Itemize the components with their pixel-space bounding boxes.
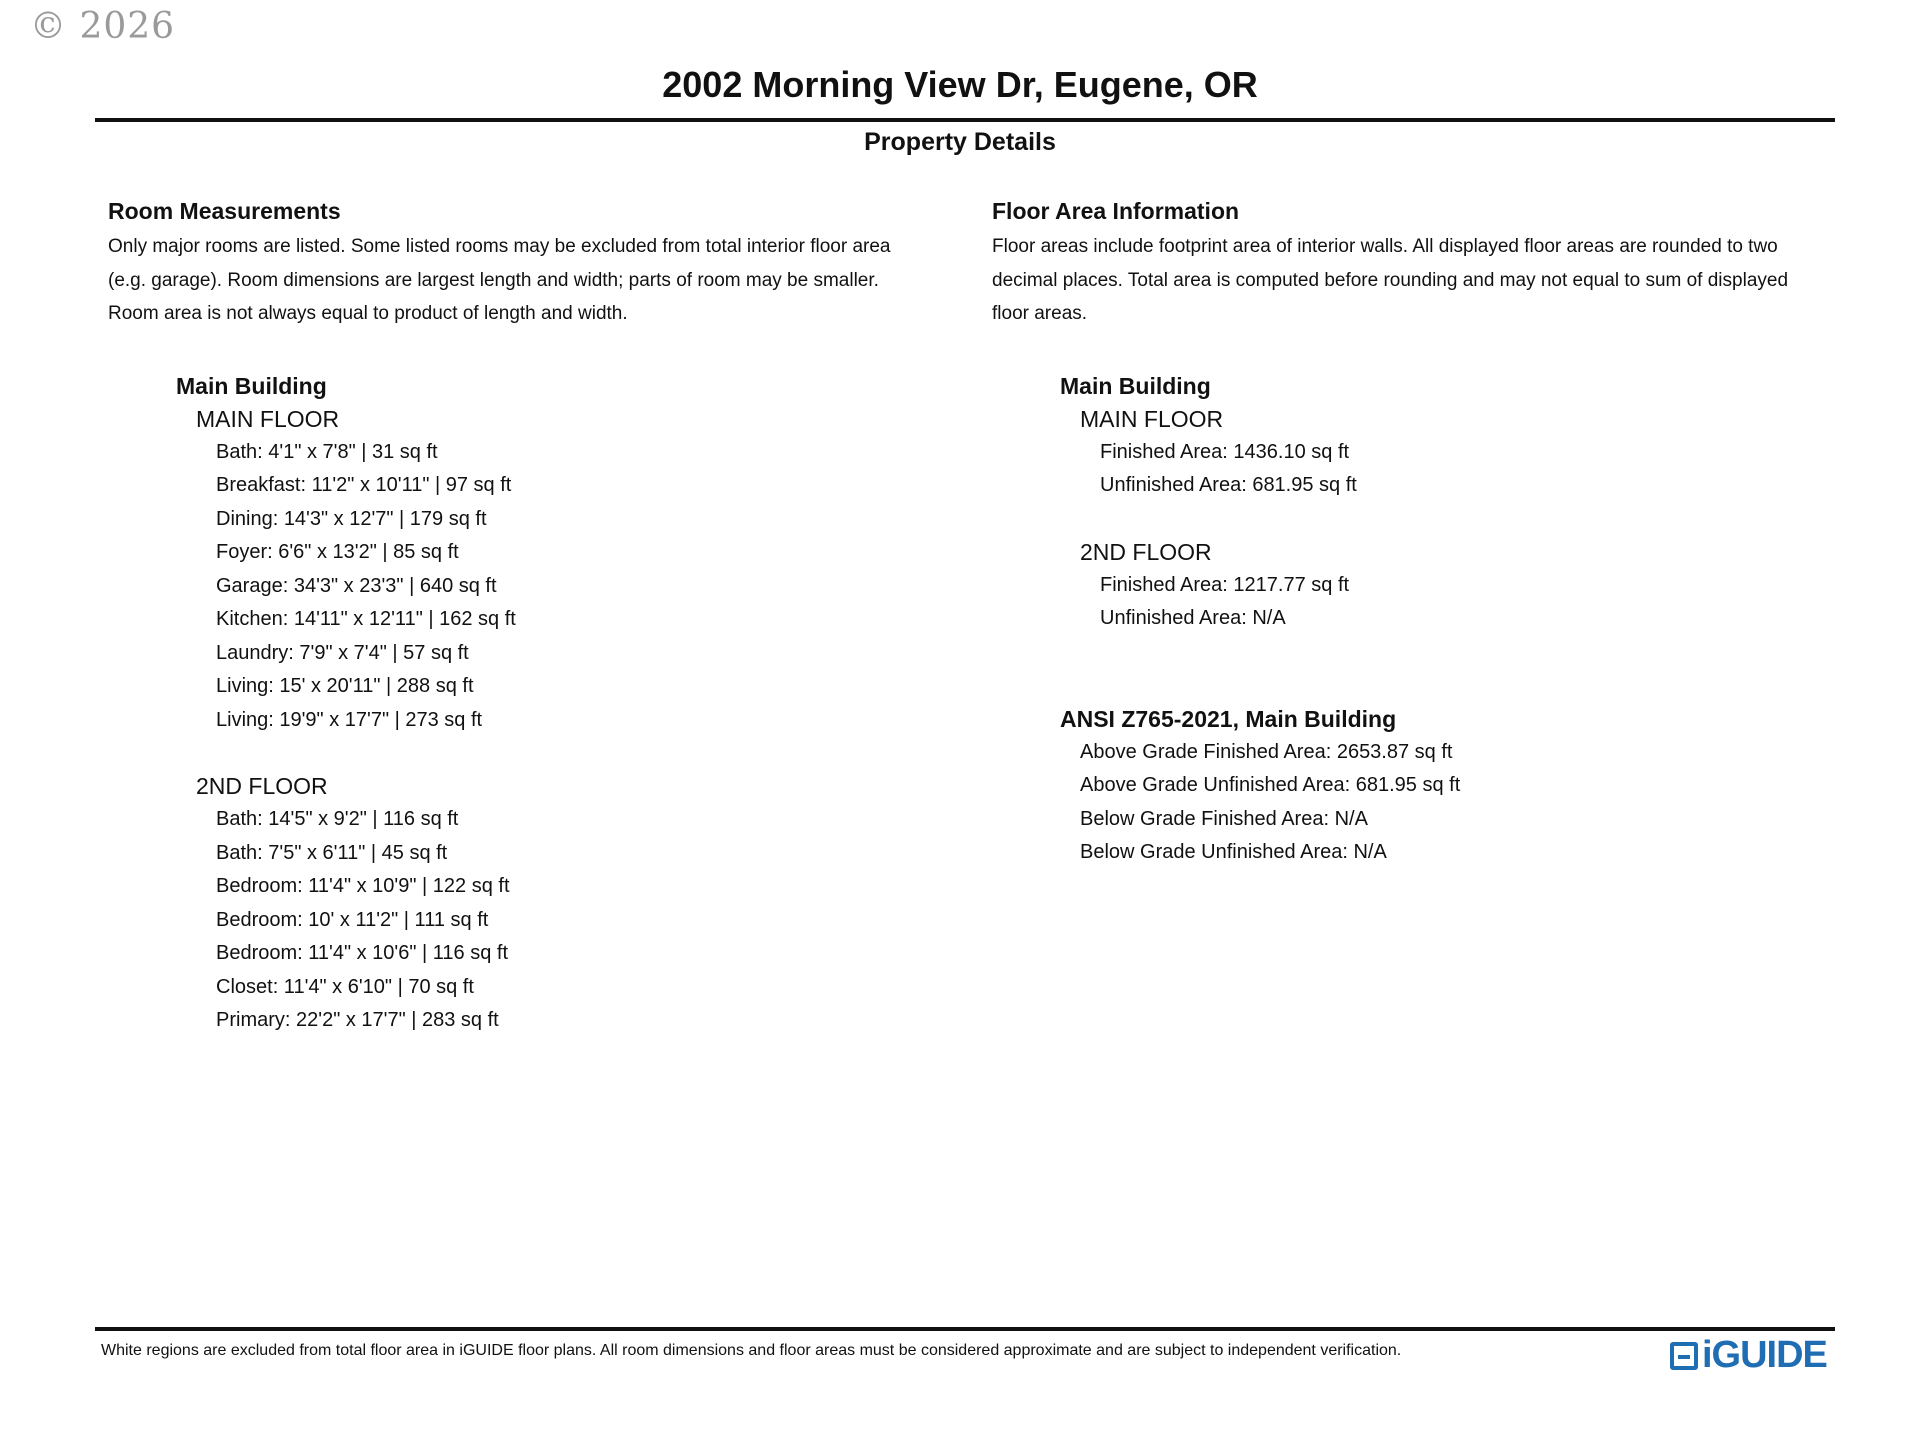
room-item: Dining: 14'3" x 12'7" | 179 sq ft <box>216 507 487 530</box>
floor-area-section <box>992 196 1852 870</box>
floor-area-heading: Floor Area Information <box>992 198 1240 224</box>
room-item: Kitchen: 14'11" x 12'11" | 162 sq ft <box>216 608 516 630</box>
page-subtitle: Property Details <box>864 128 1056 156</box>
description-line: (e.g. garage). Room dimensions are largest length and width; parts of room may be smaller. <box>108 269 879 291</box>
room-item: Bedroom: 10' x 11'2" | 111 sq ft <box>216 908 489 931</box>
iguide-logo-text: iGUIDE <box>1702 1334 1827 1376</box>
description-line: Room area is not always equal to product of length and width. <box>108 303 628 324</box>
room-measurements-heading: Room Measurements <box>108 198 341 224</box>
area-item: Unfinished Area: N/A <box>1100 607 1286 629</box>
room-item: Primary: 22'2" x 17'7" | 283 sq ft <box>216 1009 499 1031</box>
area-item: Unfinished Area: 681.95 sq ft <box>1100 474 1357 496</box>
room-item: Foyer: 6'6" x 13'2" | 85 sq ft <box>216 541 459 563</box>
area-floor-main <box>1080 403 1852 503</box>
floor-title: MAIN FLOOR <box>1080 405 1224 432</box>
room-item: Bath: 4'1" x 7'8" | 31 sq ft <box>216 440 438 463</box>
ansi-block <box>1060 702 1852 870</box>
area-floor-2nd <box>1080 536 1852 636</box>
ansi-item: Below Grade Unfinished Area: N/A <box>1080 841 1387 863</box>
title-divider <box>95 118 1835 122</box>
ansi-item: Above Grade Finished Area: 2653.87 sq ft <box>1080 740 1453 763</box>
room-item: Breakfast: 11'2" x 10'11" | 97 sq ft <box>216 474 512 496</box>
ansi-item: Above Grade Unfinished Area: 681.95 sq ft <box>1080 774 1461 796</box>
room-item: Living: 15' x 20'11" | 288 sq ft <box>216 675 474 697</box>
floor-title: 2ND FLOOR <box>1080 538 1212 565</box>
iguide-logo-icon <box>1670 1342 1698 1370</box>
footer-divider <box>95 1327 1835 1331</box>
floor-title: MAIN FLOOR <box>196 405 340 432</box>
area-item: Finished Area: 1436.10 sq ft <box>1100 440 1350 463</box>
description-line: floor areas. <box>992 303 1088 324</box>
floor-title: 2ND FLOOR <box>196 773 328 799</box>
floor-area-description <box>992 230 1852 331</box>
room-item: Closet: 11'4" x 6'10" | 70 sq ft <box>216 975 474 998</box>
room-item: Bath: 14'5" x 9'2" | 116 sq ft <box>216 808 459 830</box>
room-building-block <box>176 369 948 1038</box>
room-item: Living: 19'9" x 17'7" | 273 sq ft <box>216 708 483 731</box>
building-title: Main Building <box>1060 372 1211 399</box>
room-floor-2nd <box>196 770 948 1038</box>
ansi-item: Below Grade Finished Area: N/A <box>1080 807 1368 830</box>
room-item: Laundry: 7'9" x 7'4" | 57 sq ft <box>216 641 469 664</box>
room-measurements-description <box>108 230 948 331</box>
room-floor-main <box>196 403 948 738</box>
area-item: Finished Area: 1217.77 sq ft <box>1100 573 1350 596</box>
room-item: Garage: 34'3" x 23'3" | 640 sq ft <box>216 574 497 597</box>
description-line: Floor areas include footprint area of interior walls. All displayed floor areas are rounded to two <box>992 236 1778 257</box>
room-item: Bath: 7'5" x 6'11" | 45 sq ft <box>216 841 448 864</box>
building-title: Main Building <box>176 372 327 399</box>
description-line: decimal places. Total area is computed before rounding and may not equal to sum of displayed <box>992 269 1789 291</box>
room-measurements-section <box>108 196 948 1038</box>
footer-disclaimer: White regions are excluded from total floor area in iGUIDE floor plans. All room dimensions and floor areas must be considered approximate and are subject to independent verification. <box>101 1342 1402 1359</box>
room-item: Bedroom: 11'4" x 10'9" | 122 sq ft <box>216 875 510 897</box>
room-item: Bedroom: 11'4" x 10'6" | 116 sq ft <box>216 942 509 964</box>
description-line: Only major rooms are listed. Some listed rooms may be excluded from total interior floor area <box>108 236 891 257</box>
ansi-heading: ANSI Z765-2021, Main Building <box>1060 705 1397 732</box>
iguide-logo <box>1670 1334 1827 1377</box>
page-title: 2002 Morning View Dr, Eugene, OR <box>662 64 1258 105</box>
area-building-block <box>1060 369 1852 636</box>
copyright-watermark: © 2026 <box>30 6 176 47</box>
